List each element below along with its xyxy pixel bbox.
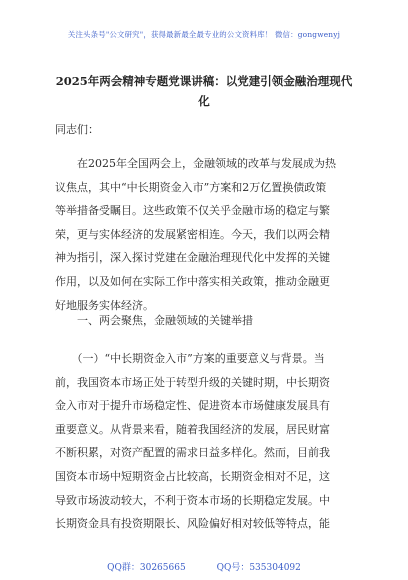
title-line: 化 bbox=[198, 94, 210, 108]
paragraph-section-1-1 bbox=[55, 347, 355, 536]
paragraph-line: 不断积累，对资产配置的需求日益多样化。然而，目前我 bbox=[55, 446, 330, 460]
paragraph-line: 导致市场波动较大，不利于资本市场的长期稳定发展。中 bbox=[55, 493, 330, 507]
paragraph-line: 好地服务实体经济。 bbox=[55, 298, 154, 312]
document-title bbox=[40, 71, 368, 111]
paragraph-line: 国资本市场中短期资金占比较高，长期资金相对不足，这 bbox=[55, 469, 330, 483]
page-header bbox=[0, 0, 408, 58]
paragraph-line: 金入市对于提升市场稳定性、促进资本市场健康发展具有 bbox=[55, 399, 330, 413]
title-line: 2025年两会精神专题党课讲稿：以党建引领金融治理现代 bbox=[55, 74, 353, 88]
paragraph-line: 长期资金具有投资期限长、风险偏好相对较低等特点，能 bbox=[55, 517, 330, 531]
paragraph-intro bbox=[55, 152, 355, 317]
paragraph-line: 作用，以及如何在实际工作中落实相关政策，推动金融更 bbox=[55, 274, 330, 288]
paragraph-line: 荣，更与实体经济的发展紧密相连。今天，我们以两会精 bbox=[55, 227, 330, 241]
paragraph-line: 议焦点，其中“中长期资金入市”方案和2万亿置换债政策 bbox=[55, 180, 327, 194]
section-heading-1: 一、两会聚焦，金融领域的关键举措 bbox=[55, 314, 253, 327]
salutation: 同志们： bbox=[55, 123, 99, 136]
page-footer bbox=[0, 560, 408, 573]
footer-qq-group: QQ群：30265665 bbox=[107, 563, 186, 573]
paragraph-line: （一）“中长期资金入市”方案的重要意义与背景。当 bbox=[55, 352, 325, 365]
paragraph-line: 重要意义。从背景来看，随着我国经济的发展，居民财富 bbox=[55, 422, 330, 436]
paragraph-line: 前，我国资本市场正处于转型升级的关键时期，中长期资 bbox=[55, 375, 330, 389]
header-promo-text: 关注头条号"公文研究"，获得最新最全最专业的公文资料库！ 微信：gongwenyj bbox=[67, 30, 341, 39]
paragraph-line: 在2025年全国两会上，金融领域的改革与发展成为热 bbox=[55, 157, 336, 170]
paragraph-line: 等举措备受瞩目。这些政策不仅关乎金融市场的稳定与繁 bbox=[55, 204, 330, 218]
footer-qq-number: QQ号：535304092 bbox=[216, 563, 301, 573]
paragraph-line: 神为指引，深入探讨党建在金融治理现代化中发挥的关键 bbox=[55, 251, 330, 265]
